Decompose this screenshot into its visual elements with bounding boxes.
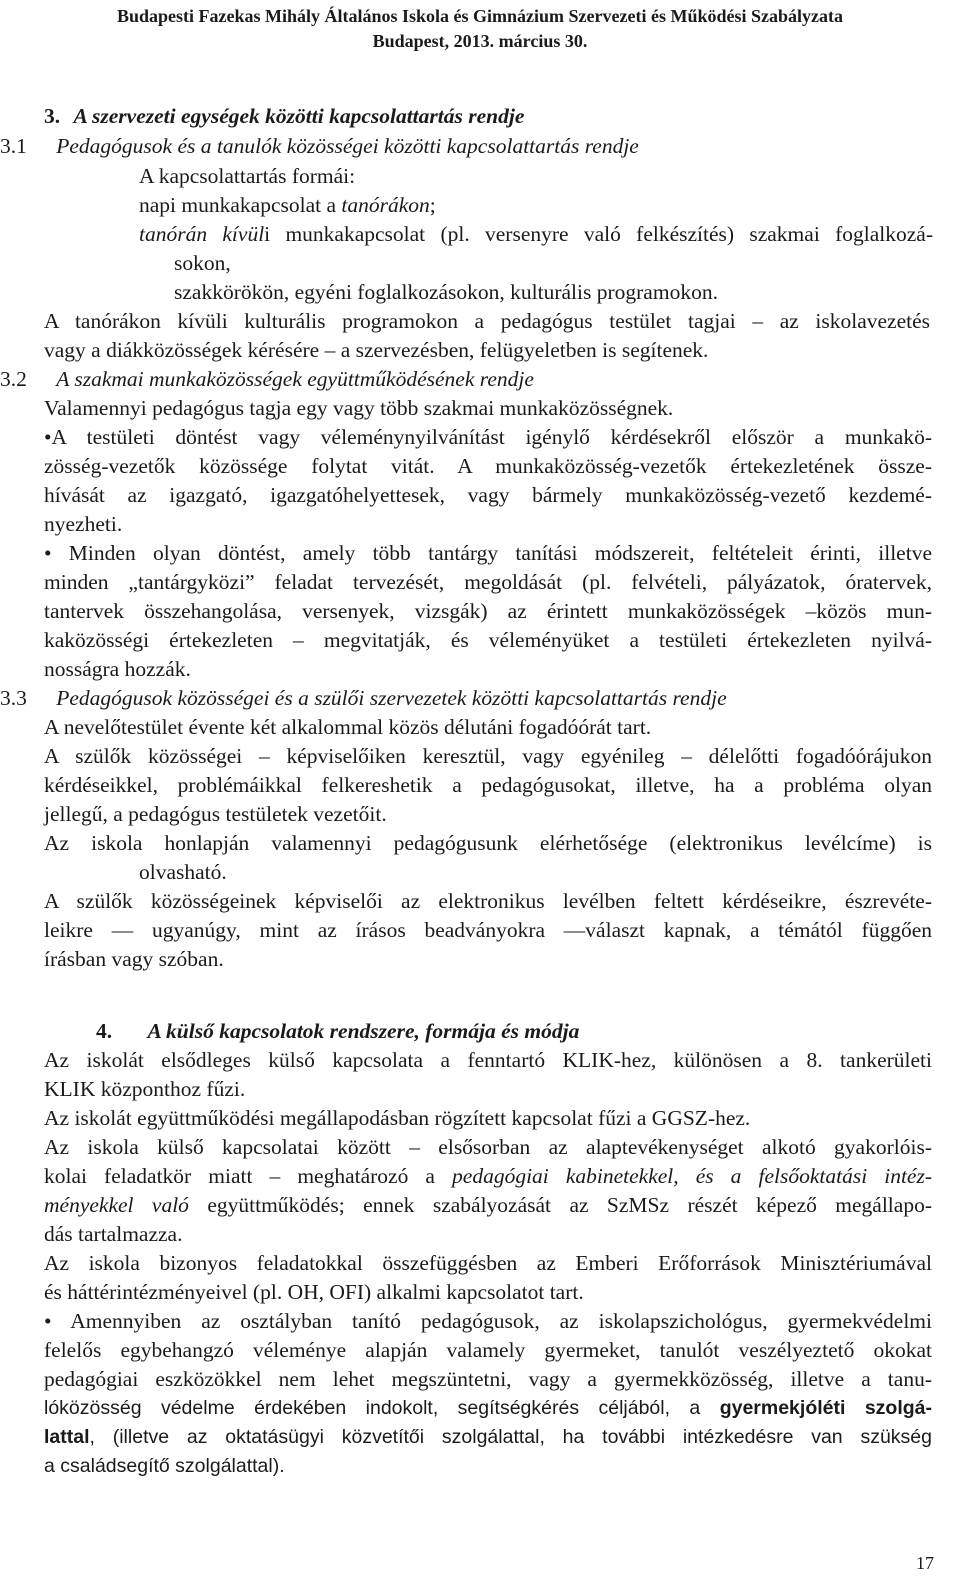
text-line: Az iskola honlapján valamennyi pedagógusunk elérhetősége (elektronikus levélcíme) is [44,831,932,855]
subsection-title: Pedagógusok közösségei és a szülői szervezetek közötti kapcsolattartás rendje [56,686,727,710]
text-line: Az iskola bizonyos feladatokkal összefüggésben az Emberi Erőforrások Minisztériumával [44,1251,932,1275]
text-line: tantervek összehangolása, versenyek, vizsgák) az érintett munkaközösségek –közös mun- [44,599,932,623]
subsection-3-1-heading [0,133,639,159]
text-line: jellegű, a pedagógus testületek vezetőit. [44,802,387,826]
text-line: írásban vagy szóban. [44,947,224,971]
text-italic: ményekkel való [44,1193,189,1217]
list-item [139,221,933,247]
subsection-title: A szakmai munkaközösségek együttműködésének rendje [56,367,534,391]
text-line: Az iskolát elsődleges külső kapcsolata a fenntartó KLIK-hez, különösen a 8. tankerületi [44,1048,932,1072]
text-line: A tanórákon kívüli kulturális programokon a pedagógus testület tagjai – az iskolavezetés [44,309,930,333]
section-4-heading [96,1018,579,1044]
section-title: A külső kapcsolatok rendszere, formája és módja [147,1019,580,1043]
text-line: a családsegítő szolgálattal). [44,1455,285,1477]
header-title: Budapesti Fazekas Mihály Általános Iskola és Gimnázium Szervezeti és Működési Szabályzata [117,6,843,26]
text-line: és háttérintézményeivel (pl. OH, OFI) alkalmi kapcsolatot tart. [44,1280,584,1304]
paragraph: A nevelőtestület évente két alkalommal közös délutáni fogadóórát tart. [44,715,652,739]
text-bold: gyermekjóléti szolgá- [719,1397,932,1419]
subsection-number: 3.3 [0,686,27,710]
text-line: leikre — ugyanúgy, mint az írásos beadványokra —választ kapnak, a témától függően [44,918,932,942]
text-line: kérdéseikkel, problémáikkal felkereshetik a pedagógusokat, illetve, ha a probléma olyan [44,773,932,797]
text: kolai feladatkör miatt – meghatározó a [44,1164,453,1188]
text-line: kaközösségi értekezleten – megvitatják, és véleményüket a testületi értekezleten nyilvá- [44,628,932,652]
text-line: zösség-vezetők közössége folytat vitát. A munkaközösség-vezetők értekezletének össze- [44,454,932,478]
text-line: • Amennyiben az osztályban tanító pedagógusok, az iskolapszichológus, gyermekvédelmi [44,1309,932,1333]
text-line [44,1424,932,1450]
text-italic: tanórán kívül [139,222,265,246]
text-line: nosságra hozzák. [44,657,191,681]
text-line [44,1395,932,1421]
section-number: 4. [96,1019,113,1043]
paragraph: A kapcsolattartás formái: [139,164,356,188]
subsection-3-2-heading [0,366,534,392]
text: i munkakapcsolat (pl. versenyre való felkészítés) szakmai foglalkozá- [264,222,933,246]
list-item [139,192,436,218]
text: napi munkakapcsolat a [139,193,342,217]
section-3-heading [44,103,524,129]
paragraph: Valamennyi pedagógus tagja egy vagy több szakmai munkaközösségnek. [44,396,674,420]
subsection-title: Pedagógusok és a tanulók közösségei közötti kapcsolattartás rendje [56,134,639,158]
subsection-3-3-heading [0,685,727,711]
header-date: Budapest, 2013. március 30. [372,31,588,51]
text-line: pedagógiai eszközökkel nem lehet megszüntetni, vagy a gyermekközösség, illetve a tanu- [44,1367,932,1391]
text-italic: tanórákon [341,193,430,217]
text-line: olvasható. [139,860,227,884]
section-number: 3. [44,104,61,128]
text: , (illetve az oktatásügyi közvetítői szolgálattal, ha további intézkedésre van szükség [89,1426,932,1448]
text-line: sokon, [174,251,231,275]
text-line: minden „tantárgyközi” feladat tervezését, megoldását (pl. felvételi, pályázatok, óratervek, [44,570,932,594]
text-line: felelős egybehangzó véleménye alapján valamely gyermeket, tanulót veszélyeztető okokat [44,1338,932,1362]
text-line: hívását az igazgató, igazgatóhelyettesek, vagy bármely munkaközösség-vezető kezdemé- [44,483,932,507]
subsection-number: 3.1 [0,134,27,158]
text-line: A szülők közösségeinek képviselői az elektronikus levélben feltett kérdéseikre, észrevéte- [44,889,932,913]
text-line [44,1192,932,1218]
text-bold: lattal [44,1426,90,1448]
text-line: A szülők közösségei – képviselőiken keresztül, vagy egyénileg – délelőtti fogadóórájukon [44,744,932,768]
text: ; [429,193,436,217]
section-title: A szervezeti egységek közötti kapcsolattartás rendje [73,104,525,128]
text-line: dás tartalmazza. [44,1222,183,1246]
text-line: KLIK központhoz fűzi. [44,1077,246,1101]
text: lóközösség védelme érdekében indokolt, segítségkérés céljából, a [44,1397,720,1419]
text-line: vagy a diákközösségek kérésére – a szervezésben, felügyeletben is segítenek. [44,338,709,362]
page-number: 17 [916,1553,934,1573]
text-italic: pedagógiai kabinetekkel, és a felsőoktatási intéz- [452,1164,933,1188]
text-line: • Minden olyan döntést, amely több tantárgy tanítási módszereit, feltételeit érinti, illetve [44,541,932,565]
subsection-number: 3.2 [0,367,27,391]
text-line [44,1163,932,1189]
text-line: nyezheti. [44,512,123,536]
text-line: •A testületi döntést vagy véleménynyilvánítást igénylő kérdésekről először a munkakö- [44,425,932,449]
paragraph: Az iskolát együttműködési megállapodásban rögzített kapcsolat fűzi a GGSZ-hez. [44,1106,751,1130]
text: együttműködés; ennek szabályozását az SzMSz részét képező megállapo- [188,1193,932,1217]
text-line: Az iskola külső kapcsolatai között – elsősorban az alaptevékenységet alkotó gyakorlóis- [44,1135,932,1159]
text-line: szakkörökön, egyéni foglalkozásokon, kulturális programokon. [174,280,718,304]
